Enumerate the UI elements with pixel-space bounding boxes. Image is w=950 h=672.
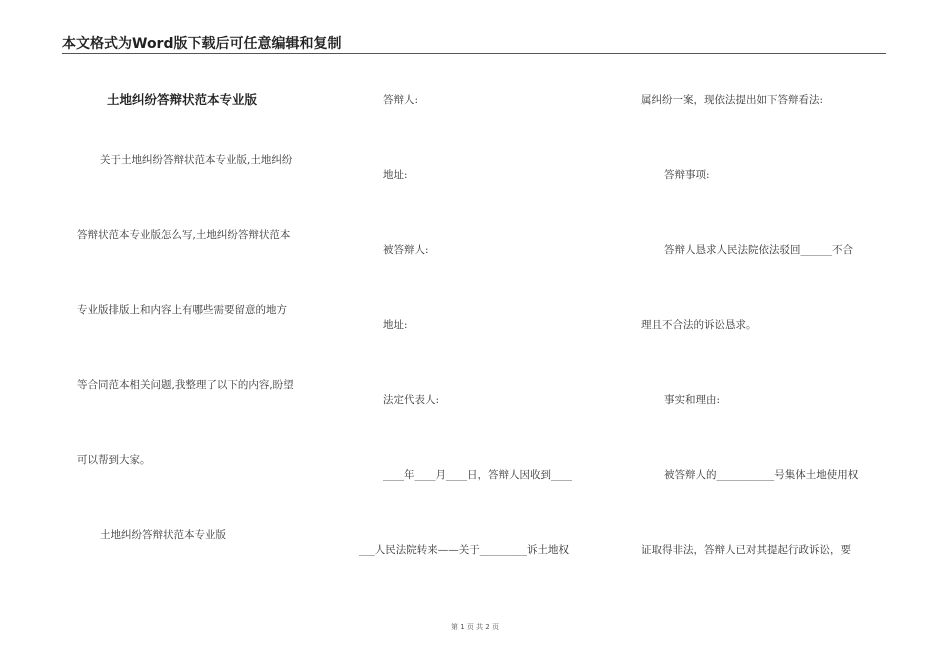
section-heading: 事实和理由: [664,394,721,406]
respondent-label: 答辩人: [383,94,419,106]
paragraph-line: 证取得非法，答辩人已对其提起行政诉讼，要 [641,544,851,556]
document-header-title: 本文格式为Word版下载后可任意编辑和复制 [62,36,342,52]
paragraph-line: 答辩状范本专业版怎么写,土地纠纷答辩状范本 [77,229,291,241]
document-title: 土地纠纷答辩状范本专业版 [107,92,258,107]
section-heading: 答辩事项: [664,169,710,181]
paragraph-line: ___人民法院转来——关于_________诉土地权 [359,544,569,556]
header-divider [62,53,886,54]
paragraph-line: 可以帮到大家。 [77,454,151,466]
paragraph-line: 被答辩人的___________号集体土地使用权 [664,469,859,481]
section-heading: 土地纠纷答辩状范本专业版 [100,529,226,541]
appellee-label: 被答辩人: [383,244,429,256]
page-number: 第 1 页 共 2 页 [450,623,500,631]
paragraph-line: 理且不合法的诉讼恳求。 [641,319,757,331]
paragraph-line: ____年____月____日，答辩人因收到____ [383,469,572,481]
paragraph-line: 关于土地纠纷答辩状范本专业版,土地纠纷 [100,154,293,166]
paragraph-line: 答辩人恳求人民法院依法驳回______不合 [664,244,853,256]
legal-representative-label: 法定代表人: [383,394,440,406]
paragraph-line: 等合同范本相关问题,我整理了以下的内容,盼望 [77,379,294,391]
paragraph-line: 专业版排版上和内容上有哪些需要留意的地方 [77,304,287,316]
paragraph-line: 属纠纷一案，现依法提出如下答辩看法: [641,94,824,106]
address-label: 地址: [383,169,408,181]
address-label: 地址: [383,319,408,331]
